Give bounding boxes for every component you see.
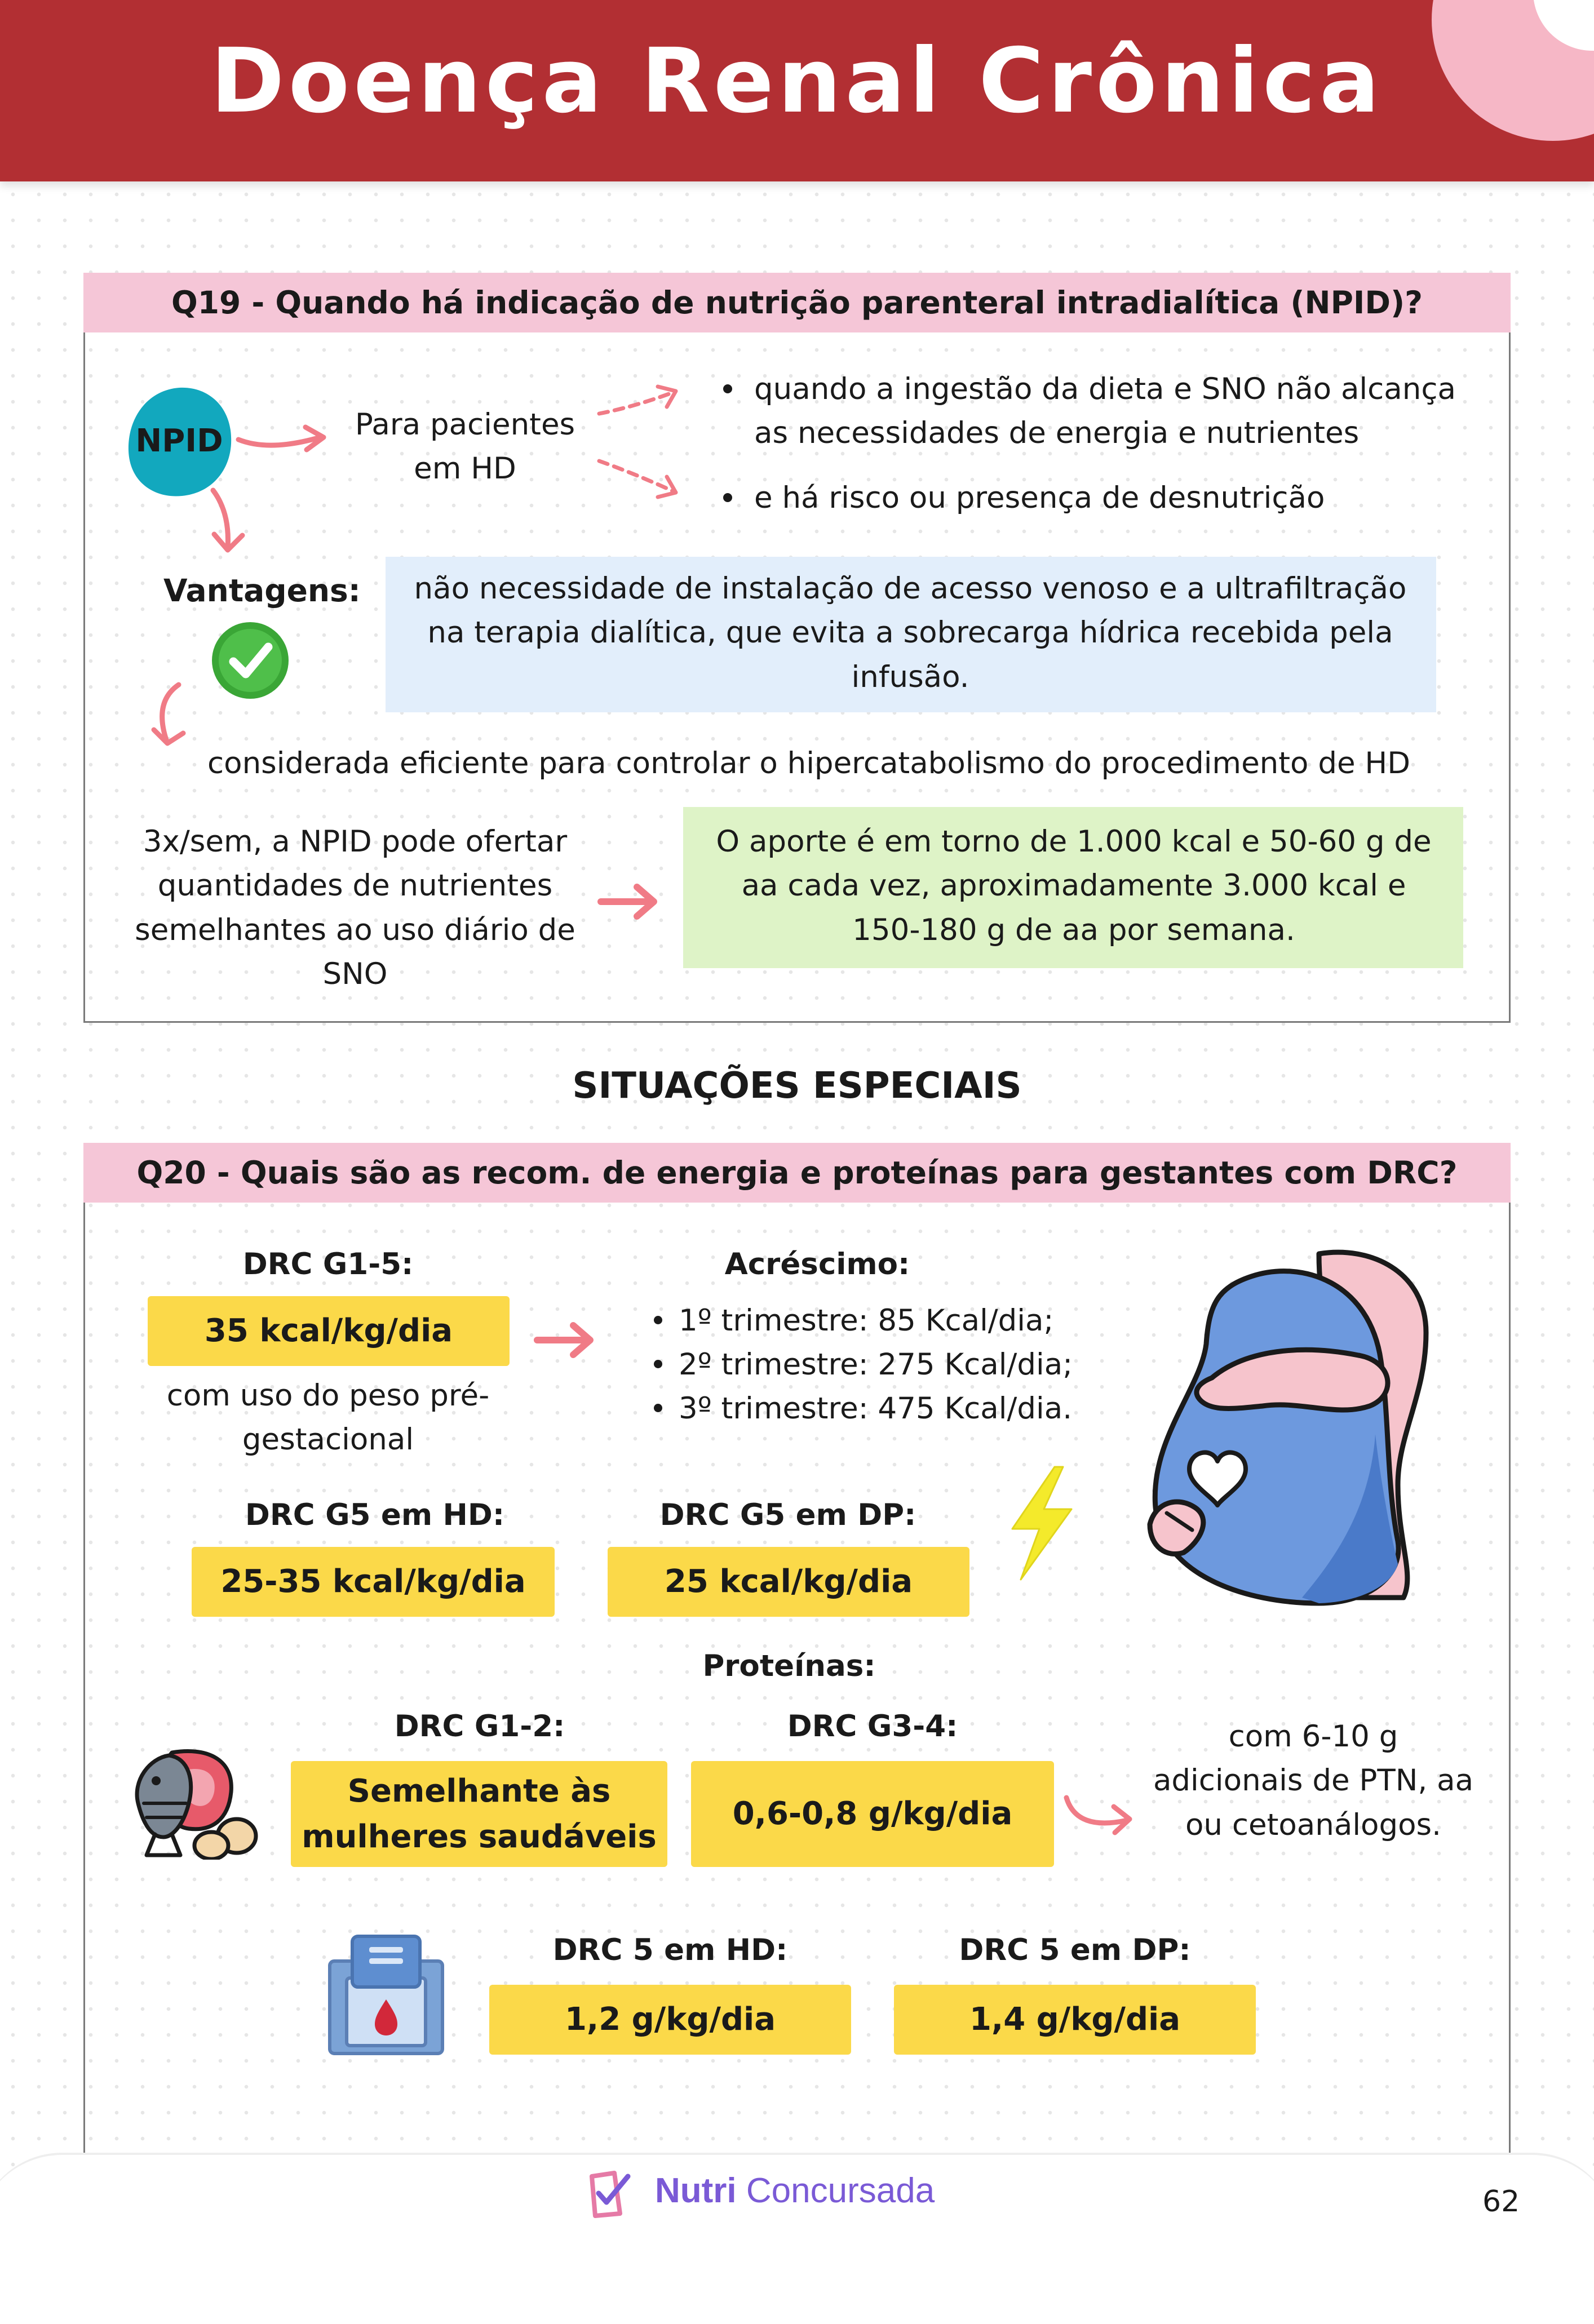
- arrow-right-icon-3: [533, 1318, 600, 1363]
- curved-arrow-icon: [144, 679, 206, 752]
- eficiente-text: considerada eficiente para controlar o hipercatabolismo do procedimento de HD: [207, 746, 1411, 780]
- indicacao-bullet-1: quando a ingestão da dieta e SNO não alcança as necessidades de energia e nutrientes: [754, 367, 1487, 456]
- page-header: [0, 0, 1594, 181]
- arrow-right-icon: [236, 417, 337, 462]
- situacoes-title: SITUAÇÕES ESPECIAIS: [572, 1065, 1022, 1107]
- g12-value: Semelhante às mulheres saudáveis: [291, 1761, 667, 1867]
- aporte-text: O aporte é em torno de 1.000 kcal e 50-60 g de aa cada vez, aproximadamente 3.000 kcal e 150-180 g de aa por semana.: [716, 824, 1432, 947]
- q19-question: Q19 - Quando há indicação de nutrição parenteral intradialítica (NPID)?: [83, 273, 1511, 332]
- proteinas-label: Proteínas:: [702, 1649, 876, 1683]
- g5hd-label: DRC G5 em HD:: [245, 1498, 505, 1532]
- page-title: Doença Renal Crônica: [210, 29, 1384, 133]
- page-number: 62: [1482, 2185, 1520, 2219]
- acrescimo-item-1: 1º trimestre: 85 Kcal/dia;: [679, 1299, 1130, 1343]
- brand-name-part-b: Concursada: [746, 2171, 935, 2210]
- acrescimo-item-2: 2º trimestre: 275 Kcal/dia;: [679, 1343, 1130, 1387]
- para-pacientes-text: Para pacientes em HD: [355, 407, 575, 486]
- g5dp-value: 25 kcal/kg/dia: [608, 1547, 969, 1617]
- checkmark-icon: [210, 620, 291, 701]
- dialysis-machine-icon: [324, 1933, 448, 2057]
- hd5-label: DRC 5 em HD:: [552, 1933, 788, 1967]
- indicacao-bullet-2: e há risco ou presença de desnutrição: [754, 476, 1487, 520]
- arrow-right-icon-2: [596, 879, 664, 924]
- brand-logo-icon: [581, 2165, 637, 2221]
- g15-note: com uso do peso pré-gestacional: [166, 1378, 490, 1457]
- pregnant-woman-icon: [1133, 1248, 1449, 1615]
- arrow-down-icon: [196, 485, 258, 558]
- g5hd-value: 25-35 kcal/kg/dia: [192, 1547, 555, 1617]
- dashed-arrow-up-icon: [595, 379, 685, 424]
- protein-foods-icon: [121, 1736, 268, 1860]
- npid-label: NPID: [135, 423, 223, 459]
- acrescimo-item-3: 3º trimestre: 475 Kcal/dia.: [679, 1387, 1130, 1431]
- g15-value: 35 kcal/kg/dia: [148, 1296, 510, 1366]
- semana-text: 3x/sem, a NPID pode ofertar quantidades de nutrientes semelhantes ao uso diário de SNO: [135, 824, 575, 992]
- g15-label: DRC G1-5:: [242, 1247, 414, 1281]
- g34-label: DRC G3-4:: [787, 1709, 958, 1744]
- dashed-arrow-down-icon: [595, 451, 685, 507]
- g5dp-label: DRC G5 em DP:: [659, 1498, 916, 1532]
- brand-name-part-a: Nutri: [655, 2171, 737, 2210]
- vantagens-label: Vantagens:: [163, 573, 361, 609]
- vantagens-text: não necessidade de instalação de acesso venoso e a ultrafiltração na terapia dialítica, que evita a sobrecarga hídrica recebida pela infusão.: [414, 571, 1407, 694]
- lightning-icon: [1001, 1464, 1080, 1582]
- brand-name: [655, 2171, 935, 2211]
- dp5-value: 1,4 g/kg/dia: [894, 1985, 1256, 2055]
- g34-note: com 6-10 g adicionais de PTN, aa ou cetoanálogos.: [1153, 1719, 1474, 1842]
- q20-question: Q20 - Quais são as recom. de energia e proteínas para gestantes com DRC?: [83, 1143, 1511, 1203]
- curved-arrow-right-icon: [1060, 1786, 1144, 1843]
- g34-value: 0,6-0,8 g/kg/dia: [691, 1761, 1054, 1867]
- hd5-value: 1,2 g/kg/dia: [489, 1985, 851, 2055]
- g12-label: DRC G1-2:: [394, 1709, 565, 1744]
- acrescimo-label: Acréscimo:: [724, 1247, 910, 1281]
- dp5-label: DRC 5 em DP:: [959, 1933, 1191, 1967]
